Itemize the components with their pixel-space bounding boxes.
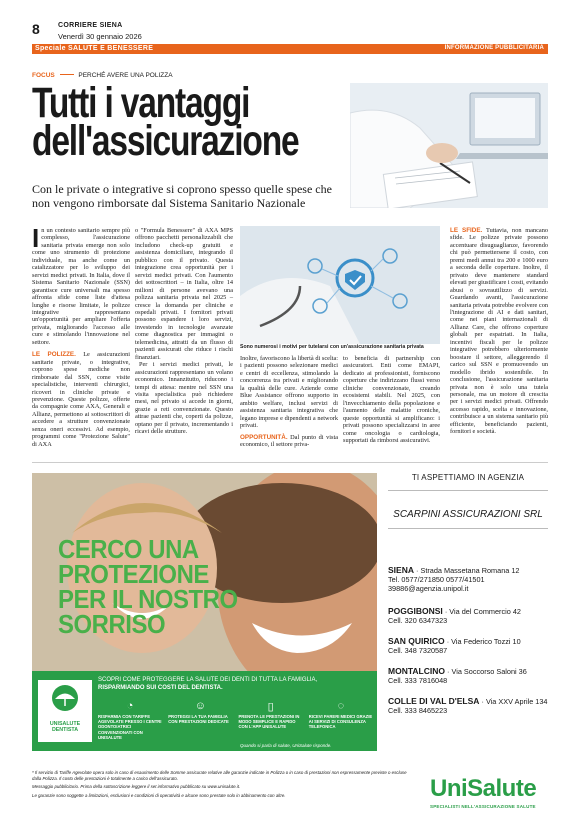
- ad-headline-line: CERCO UNA: [58, 534, 199, 564]
- drop-cap: I: [32, 223, 40, 253]
- article-column-2: [135, 227, 233, 436]
- ad-headline-line: SORRISO: [58, 609, 166, 639]
- umbrella-icon: [38, 680, 92, 716]
- footnote-1: * Il servizio di Tariffe Agevolate opera solo in caso di esaurimento delle Somme assicurate relative alle garanzie indicate in Polizza o in caso di prestazioni non espressamente previste o escluse dalla Polizza. Il costo delle prestazioni è totalmente a carico dell'assicurato.: [32, 770, 407, 781]
- ad-headline-line: PER IL NOSTRO: [58, 584, 238, 614]
- branch-city: MONTALCINO: [388, 666, 445, 676]
- ad-feature: [309, 700, 373, 740]
- ad-headline: [58, 534, 238, 639]
- subhead-sfide: LE SFIDE.: [450, 227, 483, 234]
- brand-tag: UNISALUTE DENTISTA: [49, 721, 81, 733]
- branch-email[interactable]: 39886@agenzia.unipol.it: [388, 584, 469, 593]
- issue-date: Venerdì 30 gennaio 2026: [58, 32, 142, 41]
- ad-feature: [239, 700, 303, 740]
- branch-address: Via del Commercio 42: [449, 607, 521, 616]
- col1-paragraph-2: Le assicurazioni sanitarie private, o integrative, coprono spese mediche non rimborsate dal SSN, come visite specialistiche, interventi chirurgici, ricoveri in cliniche private e prevenzione. Queste polizze, offerte da compagnie come AXA, Generali e Allianz, permettono ai sottoscrittori di accedere a strutture convenzionate senza oneri eccessivi. Ad esempio, programmi come "Protezione Salute" di AXA: [32, 351, 131, 448]
- logo-text: UniSalute: [430, 775, 537, 802]
- ad-promo: [98, 676, 368, 692]
- article-title: [32, 79, 299, 165]
- unisalute-dentista-badge: [38, 680, 92, 742]
- branch-address: Via Soccorso Saloni 36: [451, 667, 527, 676]
- promo-line-1: SCOPRI COME PROTEGGERE LA SALUTE DEI DENTI DI TUTTA LA FAMIGLIA,: [98, 677, 318, 683]
- branch-phone[interactable]: Cell. 320 6347323: [388, 616, 448, 625]
- branch-phone[interactable]: Cell. 348 7320587: [388, 646, 448, 655]
- page-number: 8: [32, 21, 40, 37]
- branch-phone[interactable]: Cell. 333 8465223: [388, 706, 448, 715]
- col3-paragraph-1: Inoltre, favoriscono la libertà di scelta: i pazienti possono selezionare medici e centri di eccellenza, stimolando la concorrenza tra privati e migliorando la qualità delle cure. Aziende come Blue Assistance offrono supporto in ambito welfare, inclusi servizi di assistenza sanitaria integrativa che legano imprese e dipendenti a network privati.: [240, 355, 338, 430]
- phone-icon: ▯: [267, 701, 274, 713]
- digital-health-photo: [240, 226, 440, 344]
- promo-line-2: RISPARMIANDO SUI COSTI DEL DENTISTA.: [98, 685, 223, 691]
- branch-city: POGGIBONSI: [388, 606, 443, 616]
- branch-montalcino: MONTALCINO · Via Soccorso Saloni 36 Cell. 333 7816048: [388, 667, 550, 685]
- branch-poggibonsi: POGGIBONSI · Via del Commercio 42 Cell. 320 6347323: [388, 607, 550, 625]
- article-subtitle: Con le private o integrative si coprono spesso quelle spese che non vengono rimborsate dal Sistema Sanitario Nazionale: [32, 182, 332, 210]
- branch-city: SIENA: [388, 565, 414, 575]
- ad-feature: [98, 700, 162, 740]
- feature-text: PRENOTA LE PRESTAZIONI IN MODO SEMPLICE E RAPIDO CON L'APP UNISALUTE: [238, 714, 300, 730]
- feature-text: RISPARMIA CON TARIFFE AGEVOLATE PRESSO I CENTRI ODONTOIATRICI CONVENZIONATI CON UNISALUTE: [98, 714, 162, 740]
- branch-city: COLLE DI VAL D'ELSA: [388, 696, 480, 706]
- newspaper-logo: CORRIERE SIENA: [58, 22, 123, 29]
- branch-address: Via Federico Tozzi 10: [451, 637, 521, 646]
- article-column-1: [32, 223, 131, 448]
- ad-headline-line: PROTEZIONE: [58, 559, 209, 589]
- branch-colle-val-delsa: COLLE DI VAL D'ELSA · Via XXV Aprile 134 Cell. 333 8465223: [388, 697, 550, 715]
- branch-address: Strada Massetana Romana 12: [420, 566, 520, 575]
- subhead-opportunita: OPPORTUNITÀ.: [240, 433, 288, 441]
- col3-paragraph-2: Dal punto di vista economico, il settore priva-: [240, 433, 338, 448]
- col2-paragraph-2: Per i servizi medici privati, le assicurazioni rappresentano un volano economico. Innanzitutto, riducono i tempi di attesa: mentre nel SSN una visita specialistica può richiedere mesi, nel privato si accede in giorni, grazie a reti convenzionate. Questo attrae pazienti che, coperti da polizze, optano per il privato, incrementando i ricavi delle strutture.: [135, 361, 233, 436]
- branch-siena: SIENA · Strada Massetana Romana 12 Tel. 0577/271850 0577/41501 39886@agenzia.unipol.it: [388, 566, 550, 593]
- article-column-4: [343, 355, 440, 444]
- footnote-3: Le garanzie sono soggette a limitazioni, esclusioni e condizioni di operatività e alcune sono prestate solo in abbinamento con altre.: [32, 792, 286, 798]
- branch-address: Via XXV Aprile 134: [485, 697, 548, 706]
- chat-icon: ◌: [337, 700, 345, 712]
- title-line-1: Tutti i vantaggi: [32, 79, 250, 127]
- article-column-5: [450, 227, 548, 436]
- ad-slogan: Quando si parla di salute, UniSalute risponde.: [240, 743, 332, 748]
- ad-footnotes: [32, 770, 412, 798]
- branch-phone[interactable]: Tel. 0577/271850 0577/41501: [388, 575, 485, 584]
- ad-features: [98, 700, 373, 740]
- subhead-polizze: LE POLIZZE.: [32, 351, 76, 359]
- section-label: Speciale SALUTE E BENESSERE: [35, 44, 154, 52]
- piggy-bank-icon: ◔: [126, 700, 134, 712]
- agency-panel: [388, 473, 548, 529]
- article-column-3: [240, 355, 338, 448]
- logo-tagline: SPECIALISTI NELL'ASSICURAZIONE SALUTE: [430, 804, 536, 809]
- feature-text: PROTEGGI LA TUA FAMIGLIA CON PRESTAZIONI DEDICATE: [168, 714, 229, 725]
- photo-caption: Sono numerosi i motivi per tutelarsi con un'assicurazione sanitaria privata: [240, 344, 424, 350]
- agency-name: SCARPINI ASSICURAZIONI SRL: [393, 509, 543, 520]
- section-right-label: INFORMAZIONE PUBBLICITARIA: [444, 45, 544, 51]
- ad-divider: [32, 462, 548, 463]
- focus-text: PERCHÉ AVERE UNA POLIZZA: [78, 72, 173, 79]
- focus-line: [32, 72, 173, 79]
- col1-paragraph-1: n un contesto sanitario sempre più complesso, l'assicurazione sanitaria privata emerge non solo come uno strumento di protezione individuale, ma anche come un catalizzatore per lo sviluppo dei servizi medici privati. In Italia, dove il Sistema Sanitario Nazionale (SSN) garantisce cure universali ma spesso affronta sfide come liste d'attesa lunghe e risorse limitate, le polizze integrative rappresentano un'opportunità per ampliare l'offerta privata, migliorando l'accesso alle cure e stimolando l'innovazione nel settore.: [32, 227, 130, 346]
- col4-paragraph-1: to beneficia di partnership con assicuratori. Enti come EMAPI, dedicato ai professionisti, forniscono coperture che indirizzano flussi verso cliniche convenzionate, creando ecosistemi stabili. Nel 2025, con l'invecchiamento della popolazione e l'aumento delle malattie croniche, queste opportunità si amplificano: i privati possono specializzarsi in aree come oncologia o cardiologia, supportati da rimborsi assicurativi.: [343, 355, 440, 444]
- col5-paragraph-1: Tuttavia, non mancano sfide. Le polizze private possono accentuare disuguaglianze, favorendo chi può permettersene il costo, con premi medi annui tra 200 e 1000 euro a seconda delle coperture. Inoltre, il privato deve mantenere standard elevati per giustificare i costi, evitando abusi o sovrautilizzo di servizi. Guardando avanti, l'assicurazione sanitaria privata potrebbe evolvere con l'integrazione di AI e dati sanitari, come nei piani internazionali di Allianz Care, che offrono coperture globali per espatriati. In Italia, incentivi fiscali per le polizze integrative potrebbero ulteriormente boostare il settore, alleggerendo il carico sul SSN e promuovendo un modello ibrido sostenibile. In conclusione, l'assicurazione sanitaria privata non è solo una tutela personale, ma un motore di crescita per i servizi medici privati. Offrendo accesso rapido, scelta e innovazione, contribuisce a un sistema sanitario più efficiente, beneficiando pazienti, fornitori e società.: [450, 227, 548, 436]
- title-line-2: dell'assicurazione: [32, 117, 299, 165]
- feature-text: RICEVI PARERI MEDICI GRAZIE AI SERVIZI DI CONSULENZA TELEFONICA: [308, 714, 373, 730]
- unisalute-logo: [430, 775, 536, 809]
- focus-tag: FOCUS: [32, 72, 55, 79]
- agency-title: TI ASPETTIAMO IN AGENZIA: [411, 473, 525, 482]
- branch-phone[interactable]: Cell. 333 7816048: [388, 676, 448, 685]
- doctor-writing-photo: [350, 83, 548, 208]
- branch-city: SAN QUIRICO: [388, 636, 445, 646]
- col2-paragraph-1: o "Formula Benessere" di AXA MPS offrono pacchetti personalizzabili che includono check-up gratuiti e assistenza domiciliare, integrando il pubblico con il privato. Questa integrazione crea opportunità per i servizi medici privati. Con l'aumento dei sottoscrittori – in Italia, oltre 14 milioni di persone avevano una polizza sanitaria privata nel 2025 – cresce la domanda per cliniche e ospedali privati. I fornitori privati possono espandere i loro servizi, investendo in tecnologie avanzate come diagnostica per immagini o telemedicina, attratti da un flusso di pazienti assicurati che riduce i rischi finanziari.: [135, 227, 233, 361]
- branch-san-quirico: SAN QUIRICO · Via Federico Tozzi 10 Cell. 348 7320587: [388, 637, 550, 655]
- footnote-2: Messaggio pubblicitario. Prima della sottoscrizione leggere il set informativo pubblicato su www.unisalute.it.: [32, 784, 241, 790]
- family-icon: ☺: [194, 700, 206, 712]
- ad-feature: [168, 700, 232, 740]
